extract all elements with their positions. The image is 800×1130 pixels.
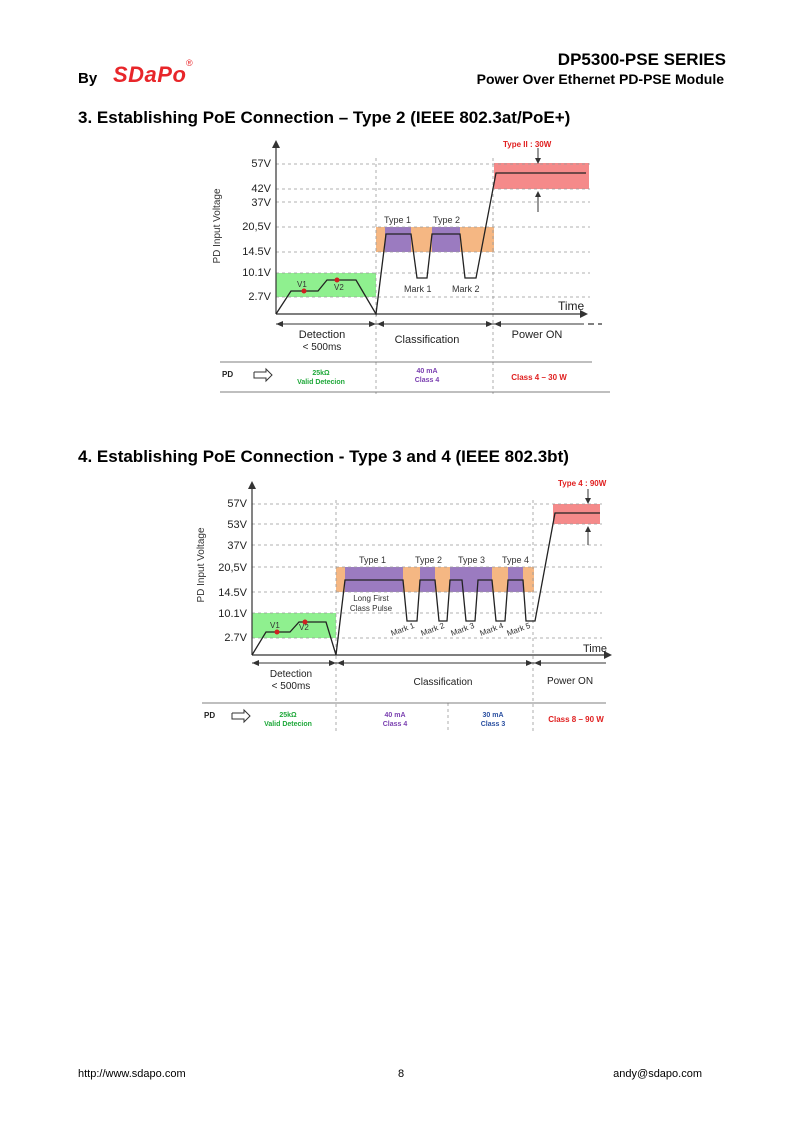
mark2-label: Mark 2 [452,284,480,294]
v1-label: V1 [297,280,307,289]
registered-mark: ® [186,58,193,68]
series-title: DP5300-PSE SERIES [557,50,726,69]
phase-classification: Classification [394,334,460,346]
class-text: Class 4 [414,377,440,384]
type4-label: Type 4 [502,555,530,565]
mark4-label: Mark 4 [478,621,505,638]
class4-value: 40 mA [384,712,406,719]
mark1-label: Mark 1 [404,284,432,294]
type2-label: Type 2 [433,215,461,225]
phase-detection-sub: < 500ms [302,342,342,353]
arrow-right-icon [232,710,250,722]
class3-text: Class 3 [480,721,506,728]
y-tick: 10.1V [242,267,271,279]
power-text: Class 4 – 30 W [511,373,567,382]
mark3-label: Mark 3 [449,621,476,638]
v2-label: V2 [334,283,344,292]
y-tick: 42V [251,183,271,195]
class3-value: 30 mA [482,712,504,719]
footer-email[interactable]: andy@sdapo.com [613,1068,702,1080]
y-tick: 57V [251,158,271,170]
class-pulse-label: Class Pulse [349,604,393,613]
detect-value: 25kΩ [279,712,297,719]
arrow-right-icon [254,369,272,381]
detect-text: Valid Detecion [297,379,345,386]
detect-text: Valid Detecion [264,721,312,728]
v1-label: V1 [270,621,280,630]
phase-detection: Detection [298,329,346,341]
power-text: Class 8 – 90 W [548,715,604,724]
module-subtitle: Power Over Ethernet PD-PSE Module [476,71,724,87]
mark5-label: Mark 5 [505,621,532,638]
section4-heading: 4. Establishing PoE Connection - Type 3 and 4 (IEEE 802.3bt) [78,447,569,466]
y-axis-label: PD Input Voltage [212,188,223,264]
type1-pulse [385,227,411,252]
detection-zone [276,273,376,297]
type2-poe-diagram [190,136,614,398]
y-tick: 37V [227,540,247,552]
v2-label: V2 [299,623,309,632]
type2-pulse [432,227,460,252]
y-tick: 20,5V [218,562,247,574]
power-zone [553,504,600,524]
pd-label: PD [204,711,216,720]
footer-url[interactable]: http://www.sdapo.com [78,1068,186,1080]
y-axis-label: PD Input Voltage [196,527,207,603]
power-zone [494,163,589,189]
phase-classification: Classification [413,677,473,688]
type3-4-poe-diagram [192,475,624,733]
y-tick: 20,5V [242,221,271,233]
phase-power: Power ON [546,676,594,687]
type-label: Type II : 30W [503,140,552,149]
page-number: 8 [398,1068,405,1080]
detect-value: 25kΩ [312,370,330,377]
y-tick: 10.1V [218,608,247,620]
pd-label: PD [222,370,234,379]
type1-label: Type 1 [384,215,412,225]
y-tick: 2.7V [248,291,271,303]
header-by: By [78,70,98,87]
y-tick: 57V [227,498,247,510]
type3-label: Type 3 [458,555,486,565]
sdapo-logo: SDaPo [113,62,187,87]
phase-power: Power ON [511,329,563,341]
type-label: Type 4 : 90W [558,479,607,488]
type2-label: Type 2 [415,555,443,565]
y-tick: 53V [227,519,247,531]
y-tick: 2.7V [224,632,247,644]
section3-heading: 3. Establishing PoE Connection – Type 2 (IEEE 802.3at/PoE+) [78,108,571,127]
type1-label: Type 1 [359,555,387,565]
time-label: Time [583,643,608,655]
mark2-label: Mark 2 [419,621,446,638]
class4-text: Class 4 [382,721,408,728]
mark1-label: Mark 1 [389,621,416,638]
y-tick: 14.5V [218,587,247,599]
phase-detection: Detection [269,669,313,680]
time-label: Time [558,299,585,313]
phase-detection-sub: < 500ms [271,681,311,692]
class-value: 40 mA [416,368,438,375]
y-tick: 14.5V [242,246,271,258]
y-tick: 37V [251,197,271,209]
long-first-label: Long First [353,594,389,603]
